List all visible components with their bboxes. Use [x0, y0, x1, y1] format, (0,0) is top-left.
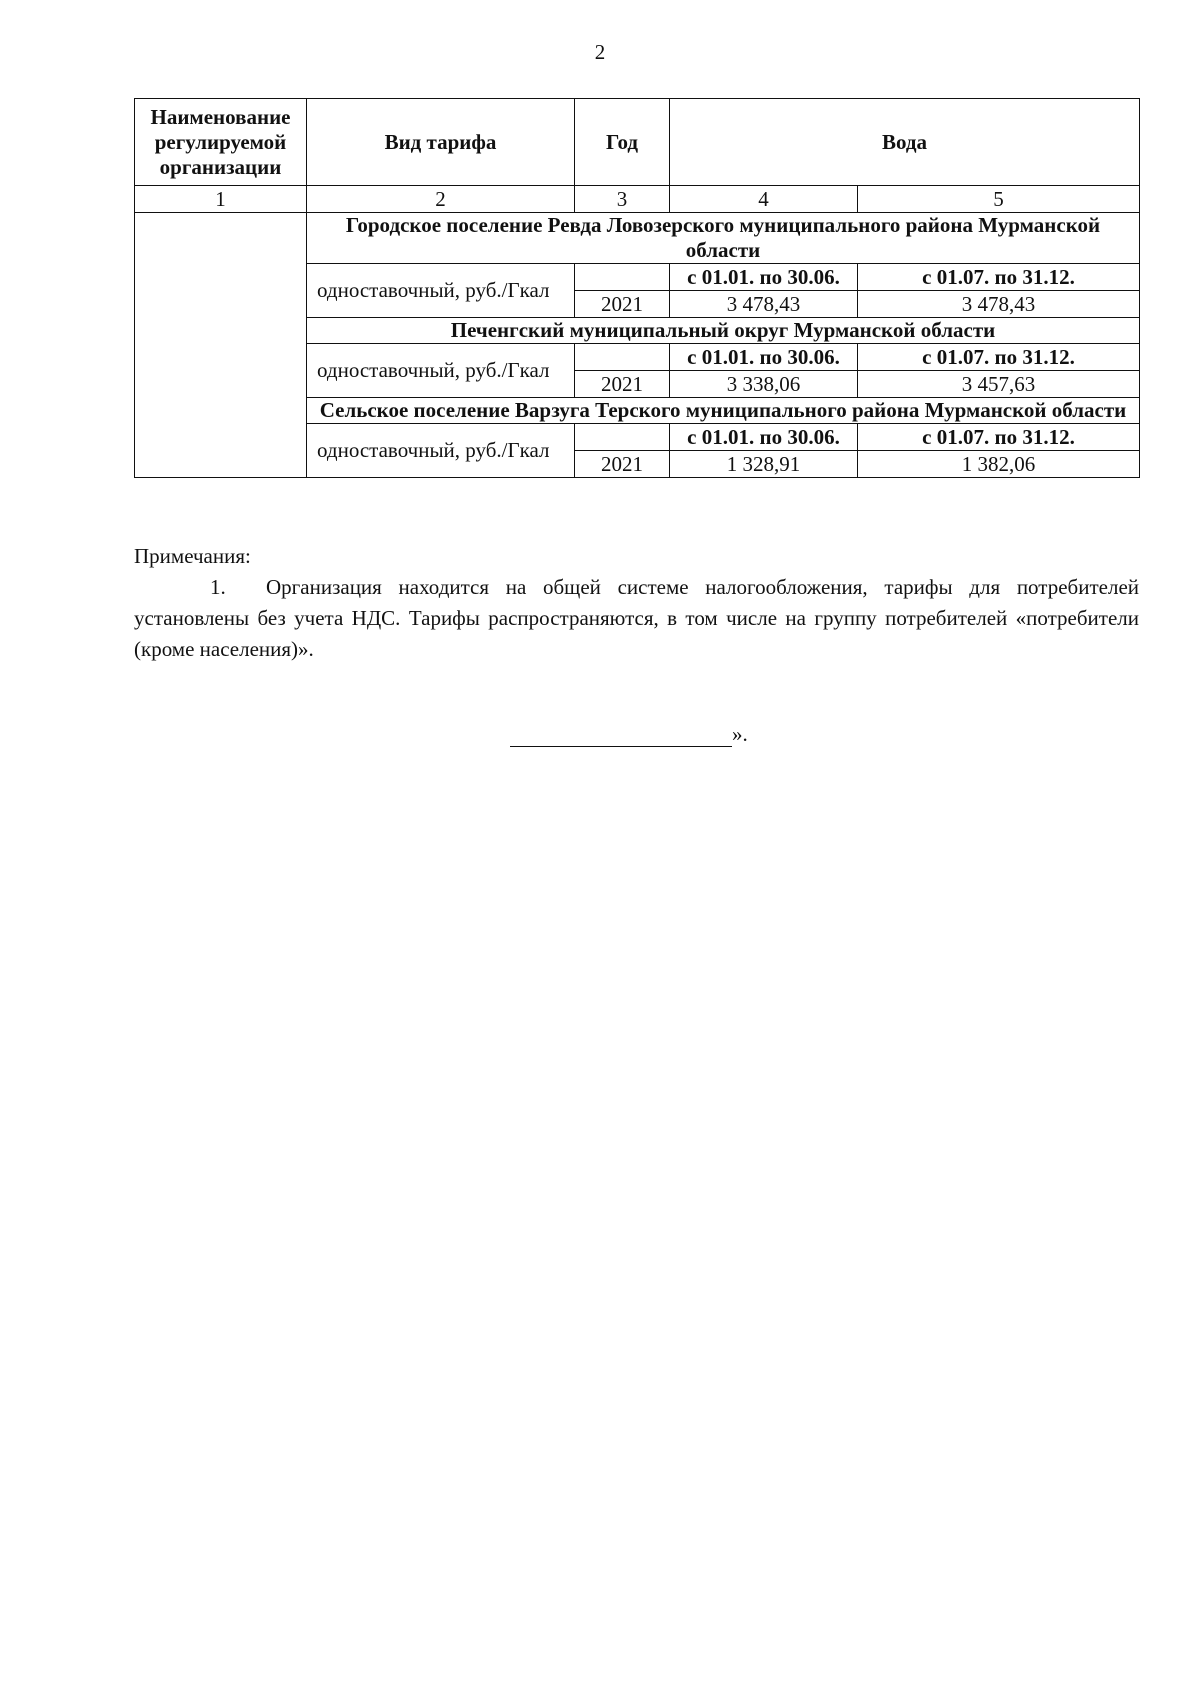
- tariff-kind: одноставочный, руб./Гкал: [307, 424, 575, 478]
- closing-underline: [510, 724, 732, 747]
- column-number-row: [135, 186, 1140, 213]
- column-number: 3: [575, 186, 670, 213]
- tariff-table: [134, 98, 1140, 478]
- column-number: 5: [858, 186, 1140, 213]
- section-title-row: [135, 213, 1140, 264]
- empty-year-cell: [575, 264, 670, 291]
- empty-year-cell: [575, 344, 670, 371]
- column-number: 4: [670, 186, 858, 213]
- table-header-row: [135, 99, 1140, 186]
- year-cell: 2021: [575, 371, 670, 398]
- section-title: Печенгский муниципальный округ Мурманской области: [307, 318, 1140, 344]
- period-second-half: с 01.07. по 31.12.: [858, 344, 1140, 371]
- header-kind: Вид тарифа: [307, 99, 575, 186]
- value-first-half: 1 328,91: [670, 451, 858, 478]
- column-number: 2: [307, 186, 575, 213]
- year-cell: 2021: [575, 451, 670, 478]
- header-water: Вода: [670, 99, 1140, 186]
- period-second-half: с 01.07. по 31.12.: [858, 264, 1140, 291]
- page-number: 2: [594, 40, 606, 64]
- notes-title: Примечания:: [134, 544, 251, 568]
- section-title: Городское поселение Ревда Ловозерского муниципального района Мурманской области: [307, 213, 1140, 264]
- column-number: 1: [135, 186, 307, 213]
- header-year: Год: [575, 99, 670, 186]
- note-item: [134, 572, 1139, 665]
- period-first-half: с 01.01. по 30.06.: [670, 344, 858, 371]
- notes-block: [134, 541, 1139, 665]
- note-text: Организация находится на общей системе налогообложения, тарифы для потребителей установлены без учета НДС. Тарифы распространяются, в том числе на группу потребителей «потребители (кроме населения)».: [134, 575, 1139, 661]
- period-second-half: с 01.07. по 31.12.: [858, 424, 1140, 451]
- period-first-half: с 01.01. по 30.06.: [670, 264, 858, 291]
- value-second-half: 3 457,63: [858, 371, 1140, 398]
- period-first-half: с 01.01. по 30.06.: [670, 424, 858, 451]
- header-org: Наименование регулируемой организации: [135, 99, 307, 186]
- tariff-kind: одноставочный, руб./Гкал: [307, 344, 575, 398]
- tariff-kind: одноставочный, руб./Гкал: [307, 264, 575, 318]
- value-second-half: 1 382,06: [858, 451, 1140, 478]
- year-cell: 2021: [575, 291, 670, 318]
- closing-quote: ».: [732, 722, 748, 746]
- value-first-half: 3 478,43: [670, 291, 858, 318]
- empty-year-cell: [575, 424, 670, 451]
- section-title: Сельское поселение Варзуга Терского муниципального района Мурманской области: [307, 398, 1140, 424]
- org-name-cell: [135, 213, 307, 478]
- closing-mark: [510, 722, 748, 747]
- value-second-half: 3 478,43: [858, 291, 1140, 318]
- value-first-half: 3 338,06: [670, 371, 858, 398]
- note-number: 1.: [210, 575, 226, 599]
